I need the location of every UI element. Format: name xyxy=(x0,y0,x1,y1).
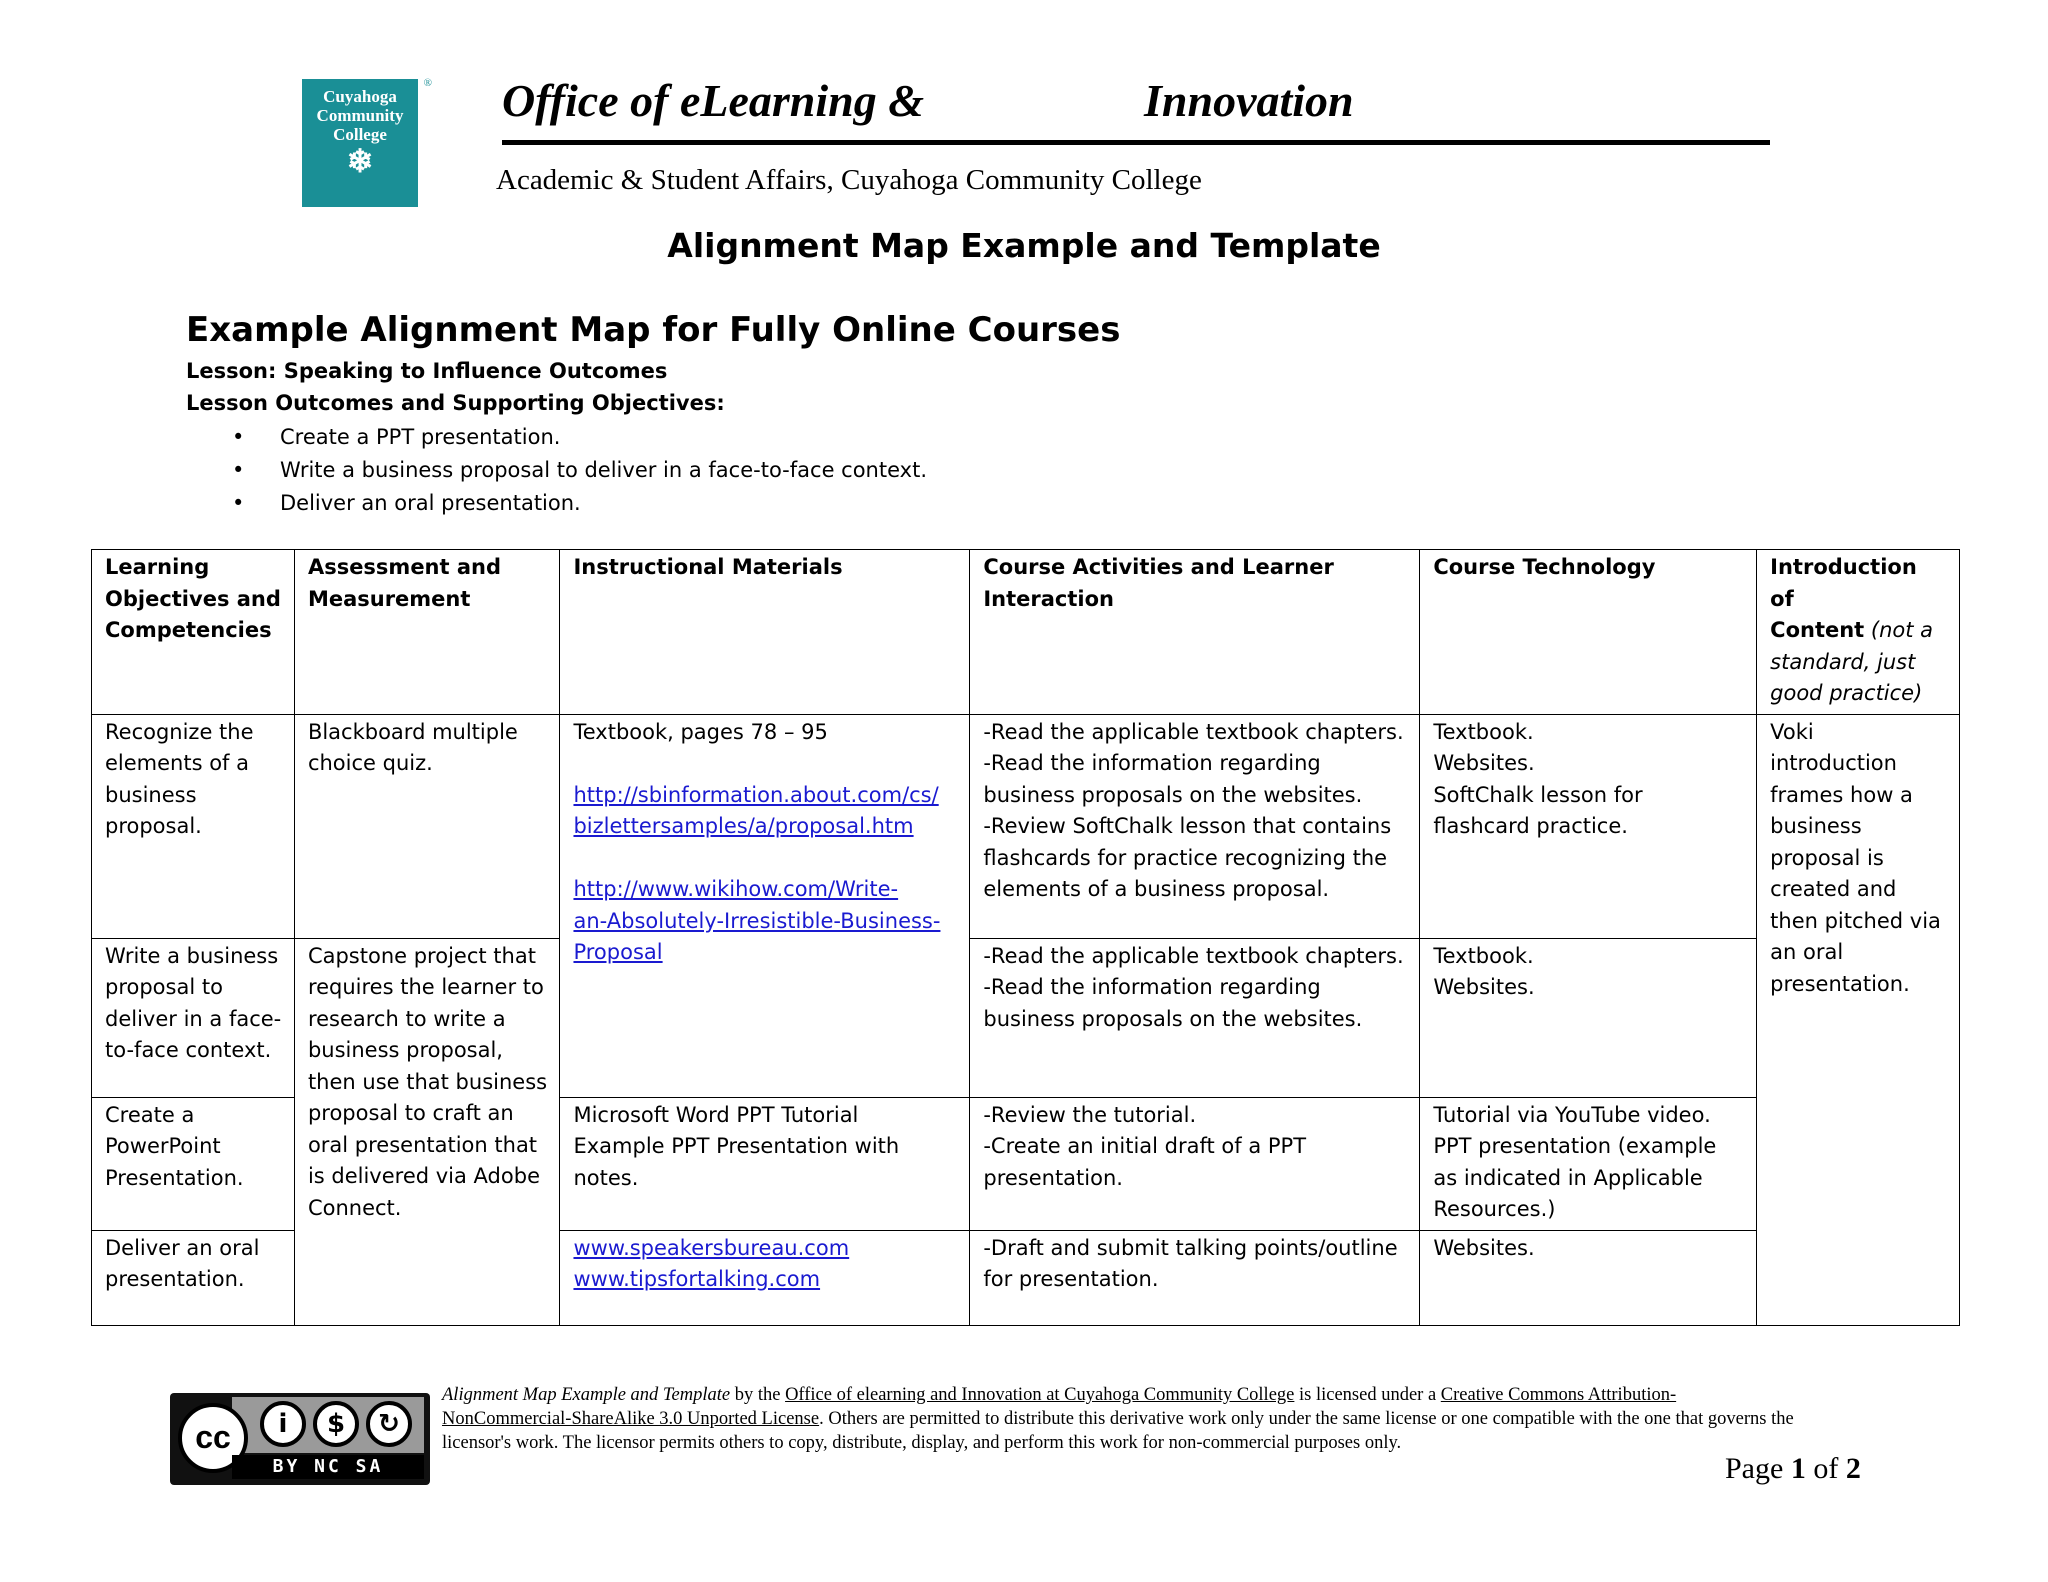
table-row xyxy=(92,938,1960,1097)
activities-cell: -Review the tutorial. -Create an initial draft of a PPT presentation. xyxy=(970,1097,1420,1230)
logo-text-line2: Community xyxy=(316,106,404,125)
activities-cell: -Read the applicable textbook chapters. -Read the information regarding business proposals on the websites. -Review SoftChalk lesson that contains flashcards for practice recognizing the elements of a business proposal. xyxy=(970,714,1420,938)
header-line: Introduction of xyxy=(1770,555,1917,611)
material-text: Textbook, pages 78 – 95 xyxy=(573,719,828,744)
objective-cell: Recognize the elements of a business proposal. xyxy=(92,714,295,938)
header-technology xyxy=(1420,550,1757,715)
header-line: Interaction xyxy=(983,586,1114,611)
header-line: Content (not a xyxy=(1770,618,1934,642)
technology-cell: Websites. xyxy=(1420,1230,1757,1325)
page-title: Alignment Map Example and Template xyxy=(667,226,1381,265)
objective-cell: Write a business proposal to deliver in a face-to-face context. xyxy=(92,938,295,1097)
snowflake-icon: ❄ xyxy=(346,143,374,179)
header-rule xyxy=(502,140,1770,145)
office-title-left: Office of eLearning & xyxy=(502,75,925,126)
speakersbureau-link[interactable]: www.speakersbureau.com xyxy=(573,1235,850,1260)
outcome-item: • Create a PPT presentation. xyxy=(232,421,927,454)
office-title-right: Innovation xyxy=(1144,75,1354,126)
header-line: Course Technology xyxy=(1433,555,1656,579)
noncommercial-icon: $ xyxy=(313,1401,359,1447)
lesson-label: Lesson: Speaking to Influence Outcomes xyxy=(186,359,668,383)
materials-cell: Microsoft Word PPT Tutorial Example PPT Presentation with notes. xyxy=(560,1097,970,1230)
proposal-link-cont[interactable]: bizlettersamples/a/proposal.htm xyxy=(573,814,914,838)
outcomes-label: Lesson Outcomes and Supporting Objectives: xyxy=(186,391,725,415)
activities-cell: -Draft and submit talking points/outline for presentation. xyxy=(970,1230,1420,1325)
technology-cell: Textbook. Websites. xyxy=(1420,938,1757,1097)
header-line: Course Activities and Learner xyxy=(983,555,1334,579)
outcome-list xyxy=(232,421,927,520)
outcome-item: • Write a business proposal to deliver in a face-to-face context. xyxy=(232,454,927,487)
header-subtitle: Academic & Student Affairs, Cuyahoga Community College xyxy=(496,164,1202,196)
cc-icon: cc xyxy=(178,1403,248,1473)
materials-cell xyxy=(560,1230,970,1325)
header-line: standard, just xyxy=(1770,649,1916,674)
header-activities xyxy=(970,550,1420,715)
logo-text-line3: College xyxy=(333,125,387,144)
logo-text-line1: Cuyahoga xyxy=(323,87,397,106)
header-introduction xyxy=(1757,550,1960,715)
work-title: Alignment Map Example and Template xyxy=(442,1385,731,1405)
outcome-item: • Deliver an oral presentation. xyxy=(232,487,927,520)
college-logo xyxy=(302,77,432,207)
header-line: Instructional Materials xyxy=(573,555,843,579)
header-objectives xyxy=(92,550,295,715)
tipsfortalking-link[interactable]: www.tipsfortalking.com xyxy=(573,1267,821,1291)
objective-cell: Deliver an oral presentation. xyxy=(92,1230,295,1325)
header-line: good practice) xyxy=(1770,681,1923,705)
assessment-cell: Blackboard multiple choice quiz. xyxy=(294,714,560,938)
header-line: Measurement xyxy=(307,586,471,611)
license-link-cont[interactable]: NonCommercial-ShareAlike 3.0 Unported License xyxy=(442,1409,820,1429)
technology-cell: Textbook. Websites. SoftChalk lesson for flashcard practice. xyxy=(1420,714,1757,938)
wikihow-link-cont[interactable]: an-Absolutely-Irresistible-Business- xyxy=(573,908,941,933)
header-materials xyxy=(560,550,970,715)
header-assessment xyxy=(294,550,560,715)
alignment-map-table xyxy=(91,549,1960,1326)
introduction-cell: Voki introduction frames how a business proposal is created and then pitched via an oral presentation. xyxy=(1757,714,1960,1325)
materials-cell xyxy=(560,714,970,1097)
header-line: Competencies xyxy=(105,618,272,642)
objective-cell: Create a PowerPoint Presentation. xyxy=(92,1097,295,1230)
table-header-row xyxy=(92,550,1960,715)
license-notice: Alignment Map Example and Template by the Office of elearning and Innovation at Cuyahoga Community College is licensed under a Creative Commons Attribution- NonCommercial-ShareAlike 3.0 Unported License. Others are permitted to distribute this derivative work only under the same license or one compatible with the one that governs the licensor's work. The licensor permits others to copy, distribute, display, and perform this work for non-commercial purposes only. xyxy=(442,1385,1794,1453)
proposal-link[interactable]: http://sbinformation.about.com/cs/ xyxy=(573,782,939,807)
activities-cell: -Read the applicable textbook chapters. -Read the information regarding business proposals on the websites. xyxy=(970,938,1420,1097)
header-line: Objectives and xyxy=(105,586,281,611)
registered-icon: ® xyxy=(423,77,432,89)
wikihow-link[interactable]: http://www.wikihow.com/Write- xyxy=(573,877,899,901)
office-link[interactable]: Office of elearning and Innovation at Cuyahoga Community College xyxy=(785,1385,1295,1405)
table-row xyxy=(92,714,1960,938)
attribution-icon: i xyxy=(260,1401,306,1447)
page-number: Page 1 of 2 xyxy=(1725,1452,1861,1485)
sharealike-icon: ↻ xyxy=(366,1401,412,1447)
technology-cell: Tutorial via YouTube video. PPT presentation (example as indicated in Applicable Resources.) xyxy=(1420,1097,1757,1230)
license-link[interactable]: Creative Commons Attribution- xyxy=(1440,1385,1677,1405)
cc-badge-label: BY NC SA xyxy=(232,1455,424,1479)
example-heading: Example Alignment Map for Fully Online Courses xyxy=(186,310,1121,350)
assessment-cell: Capstone project that requires the learner to research to write a business proposal, then use that business proposal to craft an oral presentation that is delivered via Adobe Connect. xyxy=(294,938,560,1325)
wikihow-link-end[interactable]: Proposal xyxy=(573,940,663,964)
creative-commons-badge[interactable] xyxy=(170,1393,430,1485)
header-line: Learning xyxy=(105,555,210,579)
header-line: Assessment and xyxy=(307,555,502,579)
